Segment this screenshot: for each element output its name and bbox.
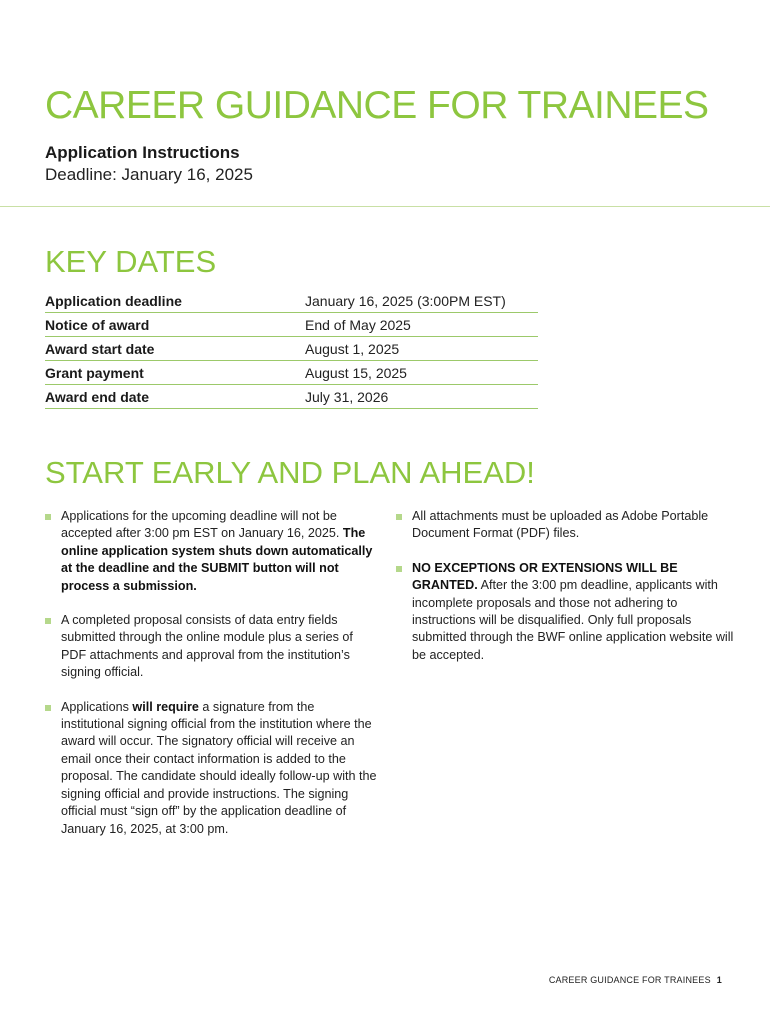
date-value: August 15, 2025 xyxy=(305,365,407,381)
bullet-text: Applications xyxy=(61,699,129,714)
list-item xyxy=(396,508,736,543)
document-title: CAREER GUIDANCE FOR TRAINEES xyxy=(45,84,709,127)
date-row xyxy=(45,386,538,409)
bullet-text: a signature from the institutional signing official from the institution where the award will occur. The signatory official will receive an email once their contact information is added to the proposal. The candidate should ideally follow-up with the signing official and provide instructions. The signing official must “sign off” by the application deadline of January 16, 2025, at 3:00 pm. xyxy=(61,699,377,836)
date-value: January 16, 2025 (3:00PM EST) xyxy=(305,293,506,309)
date-value: End of May 2025 xyxy=(305,317,411,333)
date-row xyxy=(45,290,538,313)
deadline-text: Deadline: January 16, 2025 xyxy=(45,165,253,184)
instructions-right-column xyxy=(396,508,736,681)
date-value: July 31, 2026 xyxy=(305,389,389,405)
list-item xyxy=(45,612,380,682)
bullet-text: All attachments must be uploaded as Adobe Portable Document Format (PDF) files. xyxy=(412,509,709,541)
date-row xyxy=(45,362,538,385)
bullet-text: After the 3:00 pm deadline, applicants with incomplete proposals and those not adhering to instructions will be disqualified. Only full proposals submitted through the BWF online application website will be accepted. xyxy=(412,578,734,662)
bullet-bold-text: will require xyxy=(132,699,199,714)
date-row xyxy=(45,314,538,337)
document-subtitle: Application Instructions xyxy=(45,143,240,162)
list-item xyxy=(396,560,736,664)
key-dates-table xyxy=(45,290,538,410)
page-number: 1 xyxy=(716,975,722,985)
date-label: Award start date xyxy=(45,341,155,357)
page-footer xyxy=(549,975,722,985)
footer-label: CAREER GUIDANCE FOR TRAINEES xyxy=(548,975,711,985)
bullet-text: Applications for the upcoming deadline will not be accepted after 3:00 pm EST on January 16, 2025. xyxy=(61,509,340,541)
key-dates-heading: KEY DATES xyxy=(45,244,217,279)
date-row xyxy=(45,338,538,361)
date-label: Notice of award xyxy=(45,317,150,333)
bullet-bold-text: NO EXCEPTIONS OR EXTENSIONS WILL BE GRANTED. xyxy=(412,560,678,593)
date-label: Grant payment xyxy=(45,365,144,381)
bullet-bold-text: The online application system shuts down automatically at the deadline and the SUBMIT button will not process a submission. xyxy=(61,526,373,593)
date-label: Application deadline xyxy=(45,293,182,309)
list-item xyxy=(45,699,380,838)
date-value: August 1, 2025 xyxy=(305,341,400,357)
start-early-heading: START EARLY AND PLAN AHEAD! xyxy=(45,455,535,490)
instructions-left-column xyxy=(45,508,380,855)
bullet-text: A completed proposal consists of data entry fields submitted through the online module plus a series of PDF attachments and approval from the institution’s signing official. xyxy=(61,613,353,680)
list-item xyxy=(45,508,380,595)
header-divider xyxy=(0,206,770,207)
date-label: Award end date xyxy=(45,389,149,405)
